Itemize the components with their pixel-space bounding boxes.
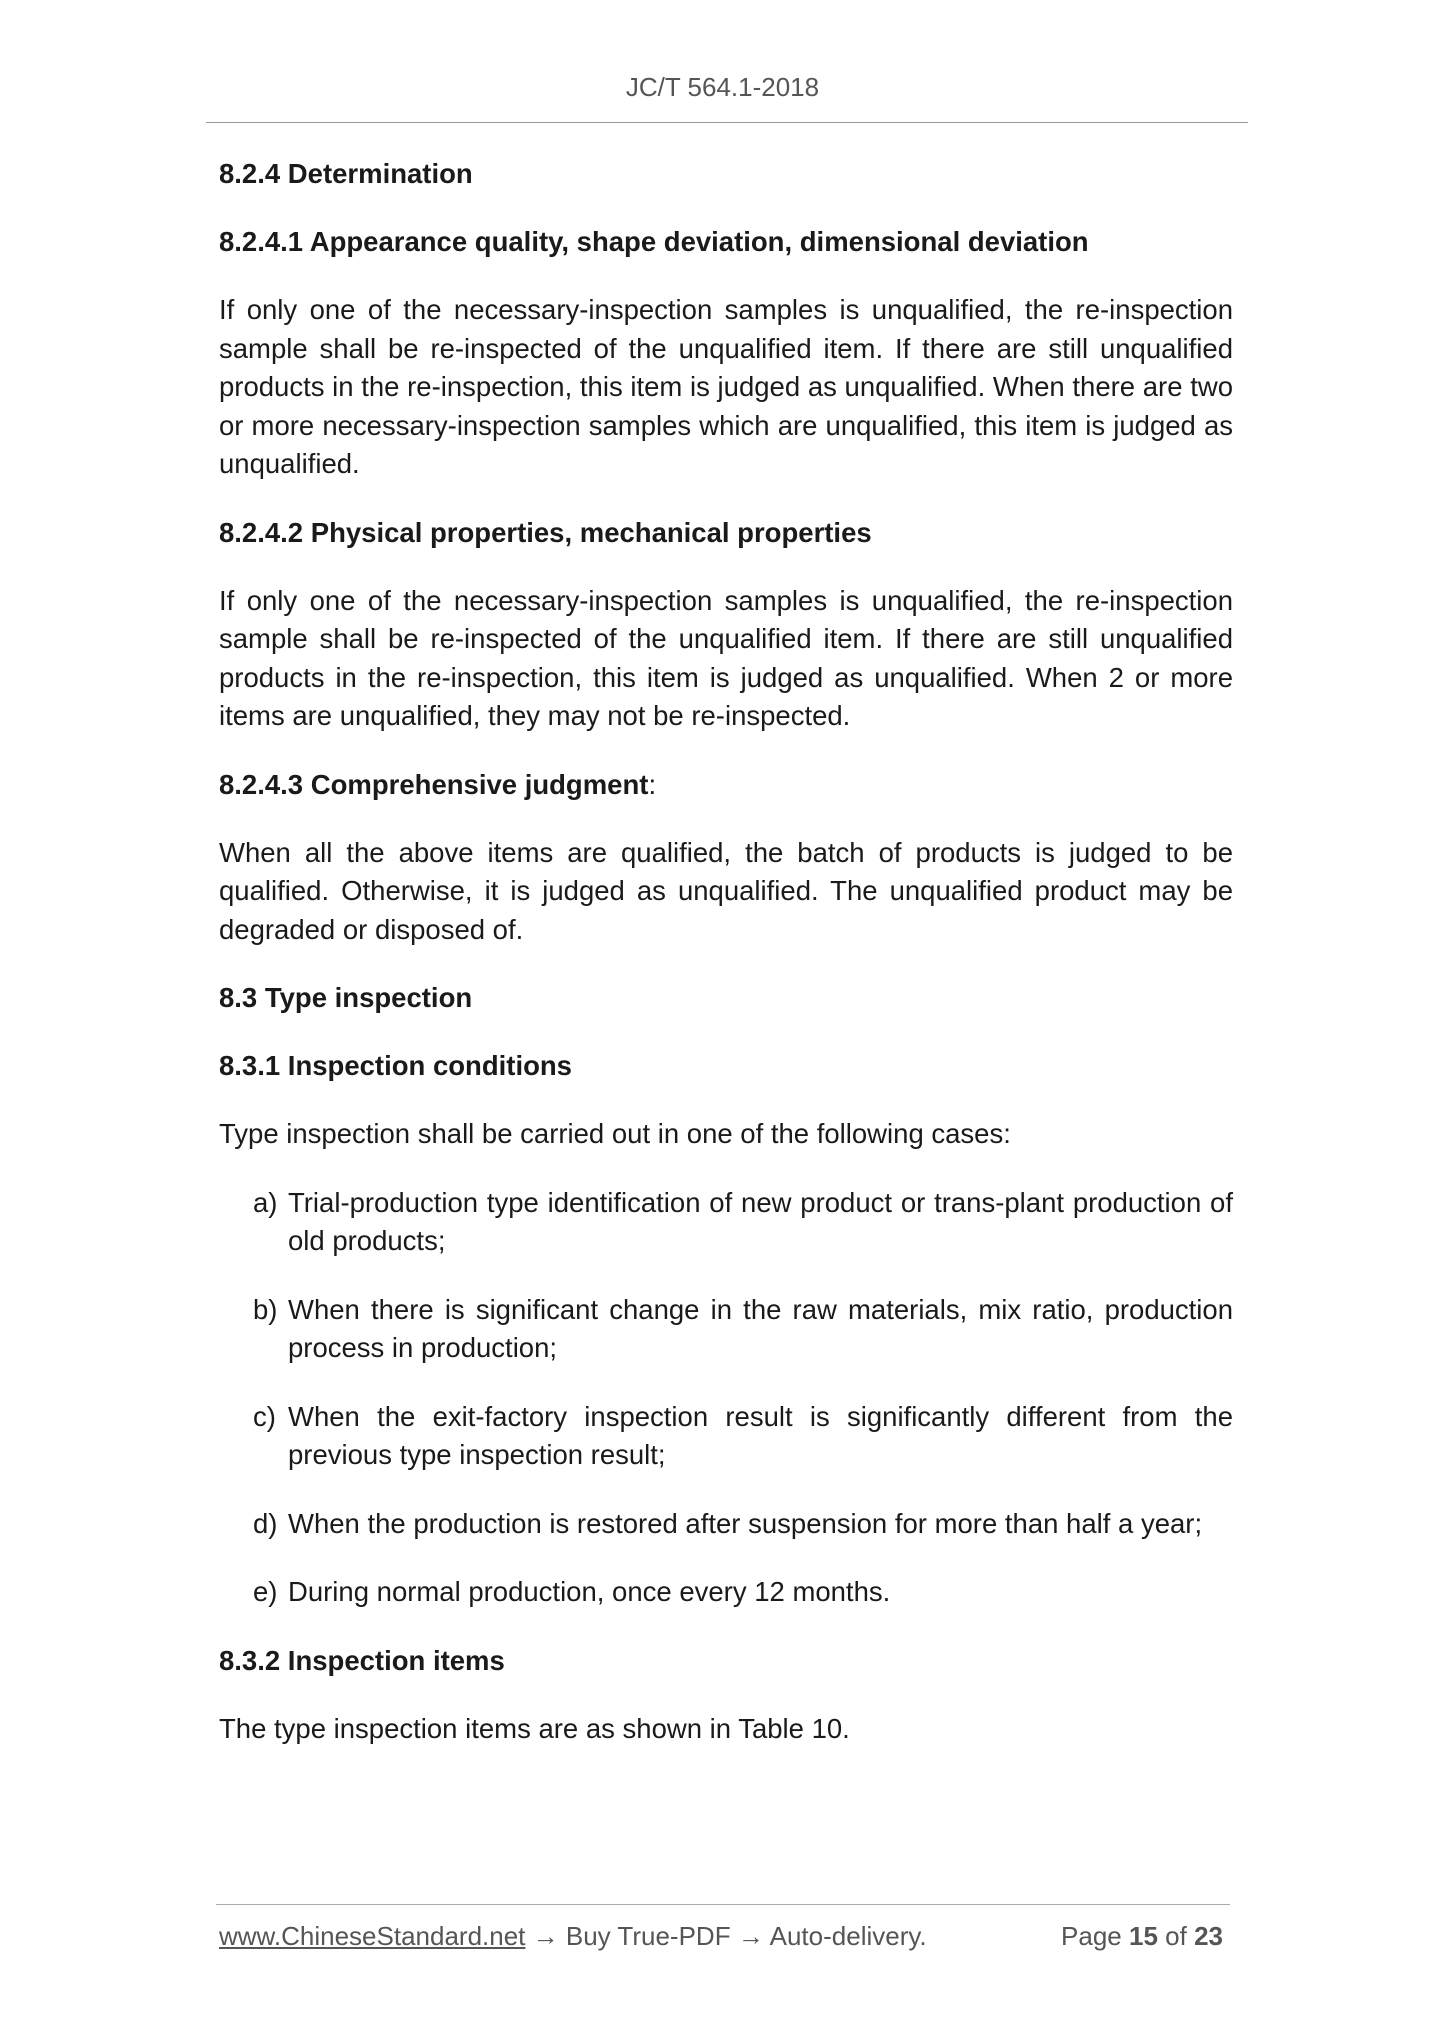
website-link[interactable]: www.ChineseStandard.net [219, 1921, 526, 1951]
document-id-header: JC/T 564.1-2018 [625, 72, 820, 102]
section-8-2-4-3-heading [219, 766, 1233, 804]
section-8-3-2-heading: 8.3.2 Inspection items [219, 1644, 505, 1676]
section-8-2-4-3-paragraph: When all the above items are qualified, the batch of products is judged to be qualified. Otherwise, it is judged as unqualified. The unqualified product may be degraded or disposed of. [219, 836, 1233, 945]
header-divider [206, 122, 1248, 123]
list-item [253, 1505, 1233, 1544]
auto-delivery-text: Auto-delivery. [769, 1921, 927, 1951]
buy-true-pdf-text: Buy True-PDF [565, 1921, 731, 1951]
section-8-2-4-1-heading: 8.2.4.1 Appearance quality, shape deviation, dimensional deviation [219, 226, 1089, 257]
page-indicator [1061, 1921, 1223, 1952]
list-marker: d) [253, 1507, 278, 1539]
section-8-2-4-2-paragraph: If only one of the necessary-inspection samples is unqualified, the re-inspection sample shall be re-inspected of the unqualified item. If there are still unqualified products in the re-inspection, this item is judged as unqualified. When 2 or more items are unqualified, they may not be re-inspected. [219, 584, 1233, 731]
arrow-right-icon: → [737, 1921, 764, 1951]
list-item-text: When there is significant change in the raw materials, mix ratio, production process in production; [288, 1293, 1233, 1363]
arrow-right-icon: → [532, 1921, 559, 1951]
section-8-2-4-2-heading: 8.2.4.2 Physical properties, mechanical properties [219, 516, 872, 548]
page-footer [219, 1921, 1233, 1955]
list-marker: c) [253, 1400, 276, 1432]
page-label: Page [1061, 1921, 1122, 1951]
list-item-text: When the exit-factory inspection result is significantly different from the previous type inspection result; [288, 1400, 1233, 1470]
list-item [253, 1398, 1233, 1475]
list-item-text: During normal production, once every 12 months. [288, 1576, 891, 1607]
section-8-3-1-paragraph: Type inspection shall be carried out in one of the following cases: [219, 1118, 1011, 1149]
total-pages-number: 23 [1194, 1921, 1223, 1951]
section-8-2-4-1-paragraph: If only one of the necessary-inspection samples is unqualified, the re-inspection sample shall be re-inspected of the unqualified item. If there are still unqualified products in the re-inspection, this item is judged as unqualified. When there are two or more necessary-inspection samples which are unqualified, this item is judged as unqualified. [219, 294, 1233, 479]
section-8-3-2-paragraph: The type inspection items are as shown in Table 10. [219, 1712, 850, 1744]
section-8-2-4-3-title: 8.2.4.3 Comprehensive judgment [219, 768, 649, 800]
list-item [253, 1184, 1233, 1261]
footer-divider [216, 1904, 1230, 1905]
list-item [253, 1291, 1233, 1368]
of-label: of [1165, 1921, 1187, 1951]
section-8-3-heading: 8.3 Type inspection [219, 982, 473, 1013]
list-item [253, 1573, 1233, 1612]
list-marker: a) [253, 1186, 278, 1218]
document-body [219, 155, 1233, 1778]
heading-colon: : [648, 768, 657, 800]
list-marker: e) [253, 1576, 278, 1607]
section-8-3-1-heading: 8.3.1 Inspection conditions [219, 1050, 572, 1081]
current-page-number: 15 [1129, 1921, 1158, 1951]
section-8-2-4-heading: 8.2.4 Determination [219, 158, 473, 189]
list-item-text: Trial-production type identification of new product or trans-plant production of old products; [288, 1186, 1233, 1256]
footer-left [219, 1921, 927, 1952]
list-item-text: When the production is restored after suspension for more than half a year; [288, 1507, 1203, 1539]
list-marker: b) [253, 1293, 278, 1325]
